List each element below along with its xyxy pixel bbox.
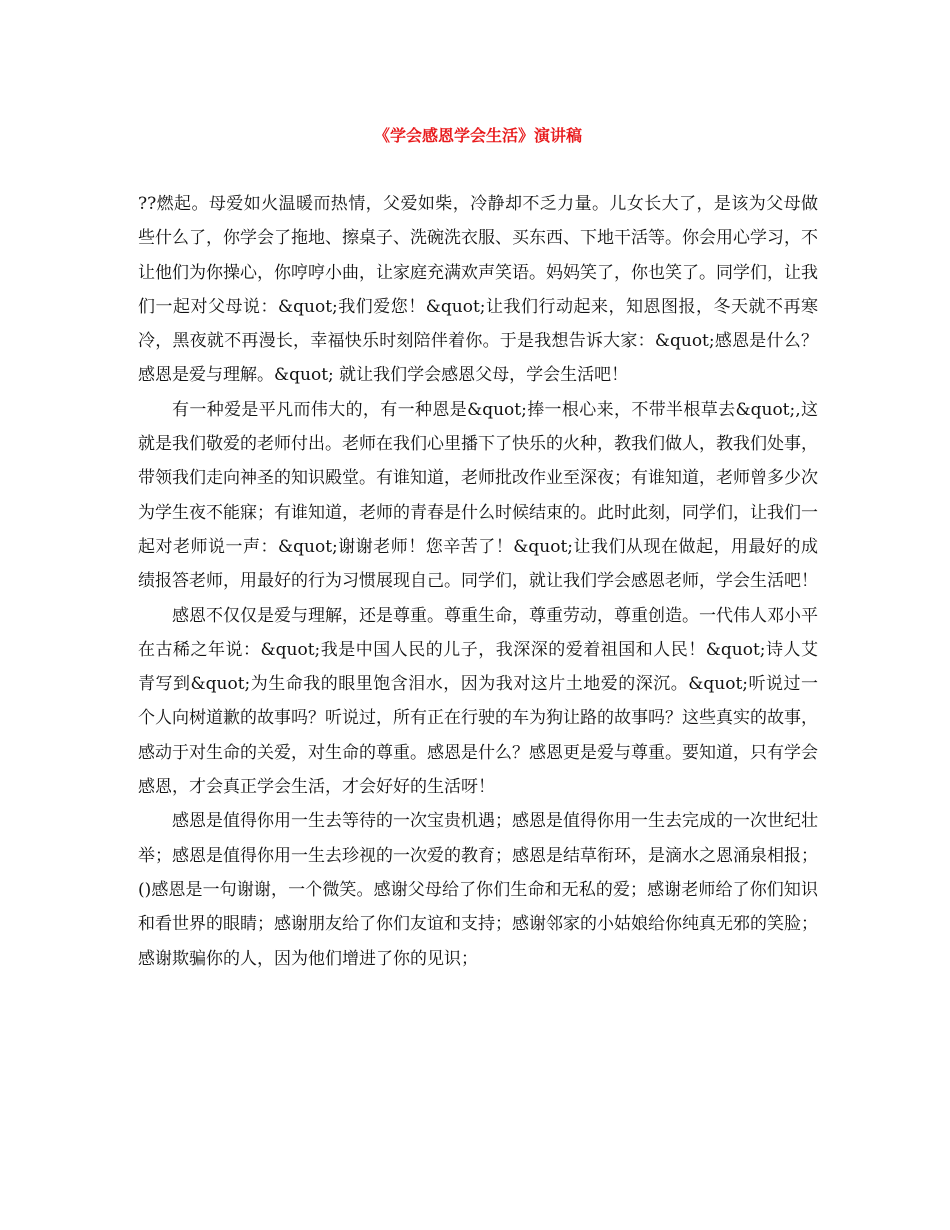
paragraph-4: 感恩是值得你用一生去等待的一次宝贵机遇；感恩是值得你用一生去完成的一次世纪壮举；感恩是值得你用一生去珍视的一次爱的教育；感恩是结草衔环，是滴水之恩涌泉相报；()感恩是一句谢谢，一个微笑。感谢父母给了你们生命和无私的爱；感谢老师给了你们知识和看世界的眼睛；感谢朋友给了你们友谊和支持；感谢邻家的小姑娘给你纯真无邪的笑脸；感谢欺骗你的人，因为他们增进了你的见识； <box>138 811 818 969</box>
document-title: 《学会感恩学会生活》演讲稿 <box>373 126 582 145</box>
paragraph-2: 有一种爱是平凡而伟大的，有一种恩是&quot;捧一根心来，不带半根草去&quot;,这就是我们敬爱的老师付出。老师在我们心里播下了快乐的火种，教我们做人，教我们处事，带领我们走向神圣的知识殿堂。有谁知道，老师批改作业至深夜；有谁知道，老师曾多少次为学生夜不能寐；有谁知道，老师的青春是什么时候结束的。此时此刻，同学们，让我们一起对老师说一声：&quot;谢谢老师！您辛苦了！&quot;让我们从现在做起，用最好的成绩报答老师，用最好的行为习惯展现自己。同学们，就让我们学会感恩老师，学会生活吧！ <box>138 399 818 592</box>
document-body <box>138 187 818 976</box>
paragraph-1: ??燃起。母爱如火温暖而热情，父爱如柴，冷静却不乏力量。儿女长大了，是该为父母做些什么了，你学会了拖地、擦桌子、洗碗洗衣服、买东西、下地干活等。你会用心学习，不让他们为你操心，你哼哼小曲，让家庭充满欢声笑语。妈妈笑了，你也笑了。同学们，让我们一起对父母说：&quot;我们爱您！&quot;让我们行动起来，知恩图报，冬天就不再寒冷，黑夜就不再漫长，幸福快乐时刻陪伴着你。于是我想告诉大家：&quot;感恩是什么？感恩是爱与理解。&quot; 就让我们学会感恩父母，学会生活吧！ <box>138 194 818 386</box>
paragraph-3: 感恩不仅仅是爱与理解，还是尊重。尊重生命，尊重劳动，尊重创造。一代伟人邓小平在古稀之年说：&quot;我是中国人民的儿子，我深深的爱着祖国和人民！&quot;诗人艾青写到&quot;为生命我的眼里饱含泪水，因为我对这片土地爱的深沉。&quot;听说过一个人向树道歉的故事吗？听说过，所有正在行驶的车为狗让路的故事吗？这些真实的故事，感动于对生命的关爱，对生命的尊重。感恩是什么？感恩更是爱与尊重。要知道，只有学会感恩，才会真正学会生活，才会好好的生活呀！ <box>138 605 818 798</box>
